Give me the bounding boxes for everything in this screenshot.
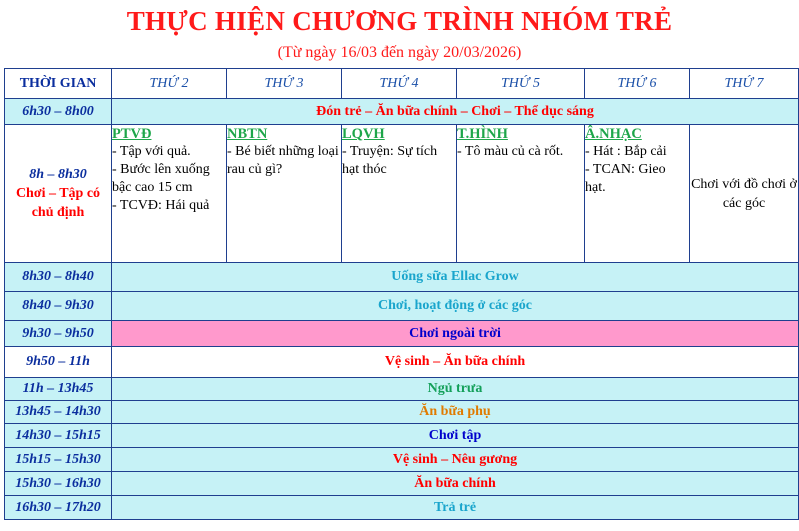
column-header-saturday: THỨ 7: [690, 69, 799, 99]
header-row: [5, 69, 799, 99]
activity-cell: Chơi tập: [112, 424, 799, 448]
activity-cell: Chơi ngoài trời: [112, 321, 799, 347]
time-cell: 15h30 – 16h30: [5, 472, 112, 496]
table-row: [5, 424, 799, 448]
time-cell: 15h15 – 15h30: [5, 448, 112, 472]
table-row: [5, 263, 799, 292]
column-header-time: THỜI GIAN: [5, 69, 112, 99]
table-row: [5, 99, 799, 125]
column-header-thursday: THỨ 5: [457, 69, 585, 99]
subject-cell-monday: [112, 125, 227, 263]
table-row: [5, 472, 799, 496]
activity-cell: Trả trẻ: [112, 496, 799, 520]
table-row: [5, 448, 799, 472]
subject-line: - Bé biết những loại rau củ gì?: [227, 144, 339, 177]
activity-cell: Ăn bữa chính: [112, 472, 799, 496]
time-activity-label: Chơi – Tập có chủ định: [15, 186, 101, 220]
time-cell: [5, 125, 112, 263]
schedule-table: [4, 68, 799, 520]
subject-cell-friday: [585, 125, 690, 263]
subject-cell-saturday: Chơi với đồ chơi ở các góc: [690, 125, 799, 263]
table-row: [5, 125, 799, 263]
activity-cell: Đón trẻ – Ăn bữa chính – Chơi – Thể dục sáng: [112, 99, 799, 125]
time-cell: 8h40 – 9h30: [5, 292, 112, 321]
table-row: [5, 401, 799, 424]
time-cell: 14h30 – 15h15: [5, 424, 112, 448]
activity-cell: Chơi, hoạt động ở các góc: [112, 292, 799, 321]
subject-title: PTVĐ: [112, 126, 152, 142]
subject-title: T.HÌNH: [457, 126, 508, 142]
table-row: [5, 321, 799, 347]
time-cell: 6h30 – 8h00: [5, 99, 112, 125]
subject-title: LQVH: [342, 126, 385, 142]
subject-cell-wednesday: [342, 125, 457, 263]
time-cell: 16h30 – 17h20: [5, 496, 112, 520]
subject-title: NBTN: [227, 126, 268, 142]
subject-line: - Tập với quả.: [112, 144, 191, 159]
subject-cell-thursday: [457, 125, 585, 263]
table-row: [5, 378, 799, 401]
subject-cell-tuesday: [227, 125, 342, 263]
table-row: [5, 292, 799, 321]
subject-line: - Tô màu củ cà rốt.: [457, 144, 564, 159]
activity-cell: Ngủ trưa: [112, 378, 799, 401]
time-cell: 13h45 – 14h30: [5, 401, 112, 424]
page-title: THỰC HIỆN CHƯƠNG TRÌNH NHÓM TRẺ: [126, 6, 673, 36]
column-header-tuesday: THỨ 3: [227, 69, 342, 99]
time-range: 8h – 8h30: [29, 167, 87, 182]
subject-line: - TCVĐ: Hái quả: [112, 198, 210, 213]
time-cell: 9h30 – 9h50: [5, 321, 112, 347]
date-range-subtitle: (Từ ngày 16/03 đến ngày 20/03/2026): [277, 44, 522, 61]
time-cell: 11h – 13h45: [5, 378, 112, 401]
activity-cell: Vệ sinh – Nêu gương: [112, 448, 799, 472]
activity-cell: Vệ sinh – Ăn bữa chính: [112, 347, 799, 378]
time-cell: 9h50 – 11h: [5, 347, 112, 378]
subject-line: - Truyện: Sự tích hạt thóc: [342, 144, 438, 177]
column-header-monday: THỨ 2: [112, 69, 227, 99]
subject-line: - Bước lên xuống bậc cao 15 cm: [112, 162, 210, 195]
subject-title: Â.NHẠC: [585, 126, 642, 142]
activity-cell: Uống sữa Ellac Grow: [112, 263, 799, 292]
subject-line: - TCAN: Gieo hạt.: [585, 162, 666, 195]
column-header-friday: THỨ 6: [585, 69, 690, 99]
time-cell: 8h30 – 8h40: [5, 263, 112, 292]
activity-cell: Ăn bữa phụ: [112, 401, 799, 424]
column-header-wednesday: THỨ 4: [342, 69, 457, 99]
subject-line: - Hát : Bắp cải: [585, 144, 667, 159]
table-row: [5, 347, 799, 378]
table-row: [5, 496, 799, 520]
